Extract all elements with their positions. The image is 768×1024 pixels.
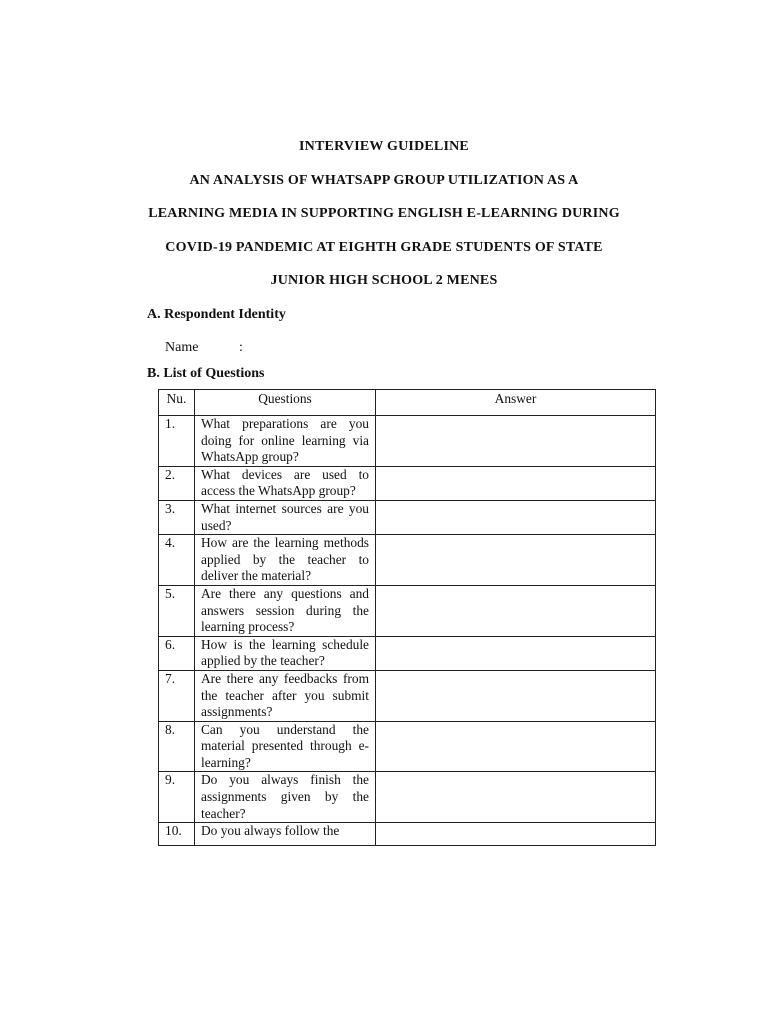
table-row [159,636,656,670]
row-answer [376,823,656,846]
row-question: Do you always follow the [195,823,376,846]
header-questions: Questions [195,390,376,416]
table-row [159,466,656,500]
table-row [159,670,656,721]
row-answer [376,500,656,534]
row-answer [376,721,656,772]
row-answer [376,670,656,721]
section-a-heading: A. Respondent Identity [147,307,286,322]
row-number: 8. [159,721,195,772]
row-question: How are the learning methods applied by the teacher to deliver the material? [195,535,376,586]
row-question: Can you understand the material presented through e-learning? [195,721,376,772]
row-answer [376,772,656,823]
row-number: 10. [159,823,195,846]
document-subtitle-line-3: COVID-19 PANDEMIC AT EIGHTH GRADE STUDENTS OF STATE [165,240,603,255]
document-subtitle-line-4: JUNIOR HIGH SCHOOL 2 MENES [270,273,498,288]
row-question: What devices are used to access the WhatsApp group? [195,466,376,500]
table-row [159,500,656,534]
row-question: What preparations are you doing for online learning via WhatsApp group? [195,416,376,467]
row-number: 6. [159,636,195,670]
table-row [159,823,656,846]
header-answer: Answer [376,390,656,416]
table-row [159,416,656,467]
row-answer [376,466,656,500]
table-row [159,772,656,823]
row-number: 4. [159,535,195,586]
row-answer [376,535,656,586]
row-answer [376,585,656,636]
row-answer [376,416,656,467]
document-subtitle-line-1: AN ANALYSIS OF WHATSAPP GROUP UTILIZATION AS A [189,173,579,188]
row-answer [376,636,656,670]
document-title: INTERVIEW GUIDELINE [299,139,469,154]
respondent-name-separator: : [239,340,243,355]
table-row [159,721,656,772]
questions-table [158,389,656,846]
table-row [159,535,656,586]
respondent-name-label: Name [165,340,199,355]
row-number: 5. [159,585,195,636]
row-question: How is the learning schedule applied by the teacher? [195,636,376,670]
row-number: 3. [159,500,195,534]
header-number: Nu. [159,390,195,416]
row-number: 1. [159,416,195,467]
document-subtitle-line-2: LEARNING MEDIA IN SUPPORTING ENGLISH E-LEARNING DURING [148,206,620,221]
row-question: Are there any questions and answers session during the learning process? [195,585,376,636]
table-header-row [159,390,656,416]
row-number: 7. [159,670,195,721]
row-number: 2. [159,466,195,500]
respondent-name-row [165,340,243,356]
row-question: Are there any feedbacks from the teacher after you submit assignments? [195,670,376,721]
row-question: Do you always finish the assignments given by the teacher? [195,772,376,823]
section-b-heading: B. List of Questions [147,366,265,381]
row-question: What internet sources are you used? [195,500,376,534]
table-row [159,585,656,636]
row-number: 9. [159,772,195,823]
